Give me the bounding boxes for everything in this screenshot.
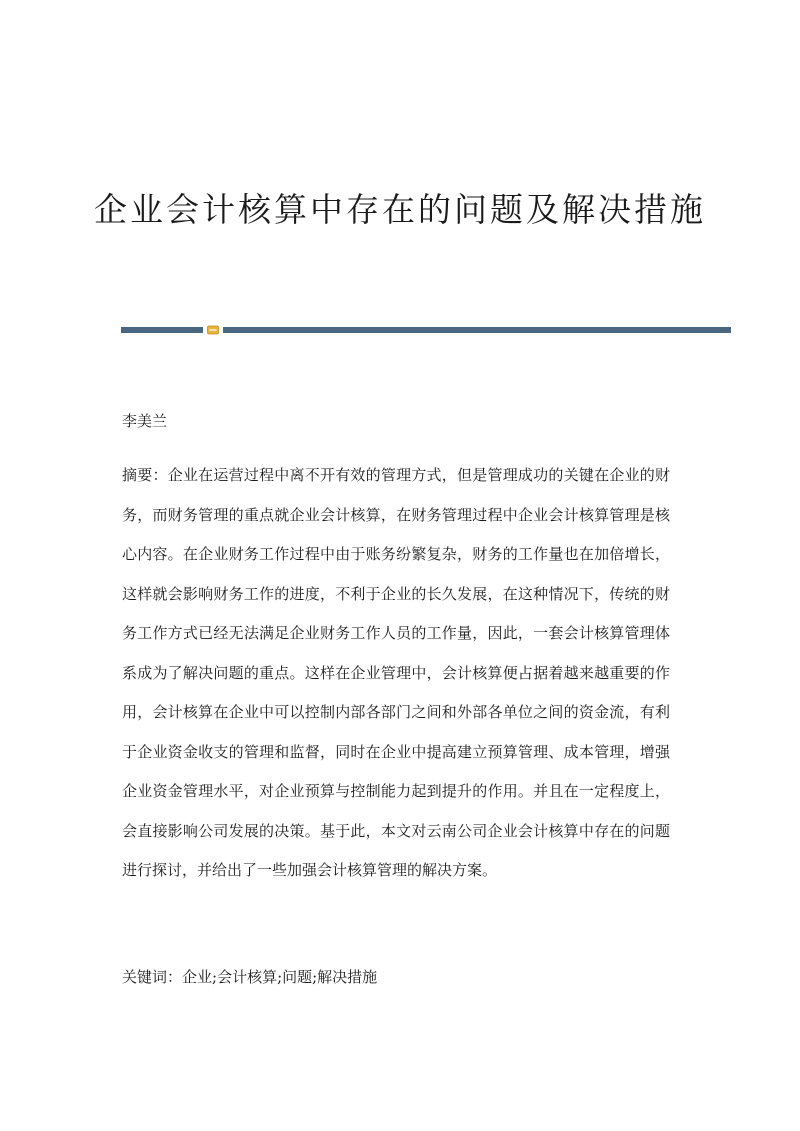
document-title: 企业会计核算中存在的问题及解决措施: [94, 190, 706, 229]
pencil-emblem-icon: [207, 325, 219, 335]
keywords-label: 关键词：: [122, 968, 183, 986]
title-divider: [121, 325, 731, 335]
divider-bar-left: [121, 327, 203, 333]
abstract-paragraph: [122, 456, 670, 891]
keywords-line: [122, 964, 377, 990]
abstract-text: 企业在运营过程中离不开有效的管理方式，但是管理成功的关键在企业的财务，而财务管理的重点就企业会计核算，在财务管理过程中企业会计核算管理是核心内容。在企业财务工作过程中由于账务纷繁复杂，财务的工作量也在加倍增长，这样就会影响财务工作的进度，不利于企业的长久发展，在这种情况下，传统的财务工作方式已经无法满足企业财务工作人员的工作量，因此，一套会计核算管理体系成为了解决问题的重点。这样在企业管理中，会计核算便占据着越来越重要的作用，会计核算在企业中可以控制内部各部门之间和外部各单位之间的资金流，有利于企业资金收支的管理和监督，同时在企业中提高建立预算管理、成本管理，增强企业资金管理水平，对企业预算与控制能力起到提升的作用。并且在一定程度上，会直接影响公司发展的决策。基于此，本文对云南公司企业会计核算中存在的问题进行探讨，并给出了一些加强会计核算管理的解决方案。: [122, 466, 670, 879]
keywords-text: 企业;会计核算;问题;解决措施: [182, 968, 378, 986]
abstract-label: 摘要：: [122, 466, 168, 484]
author-name: 李美兰: [122, 412, 168, 430]
divider-bar-right: [223, 327, 731, 333]
